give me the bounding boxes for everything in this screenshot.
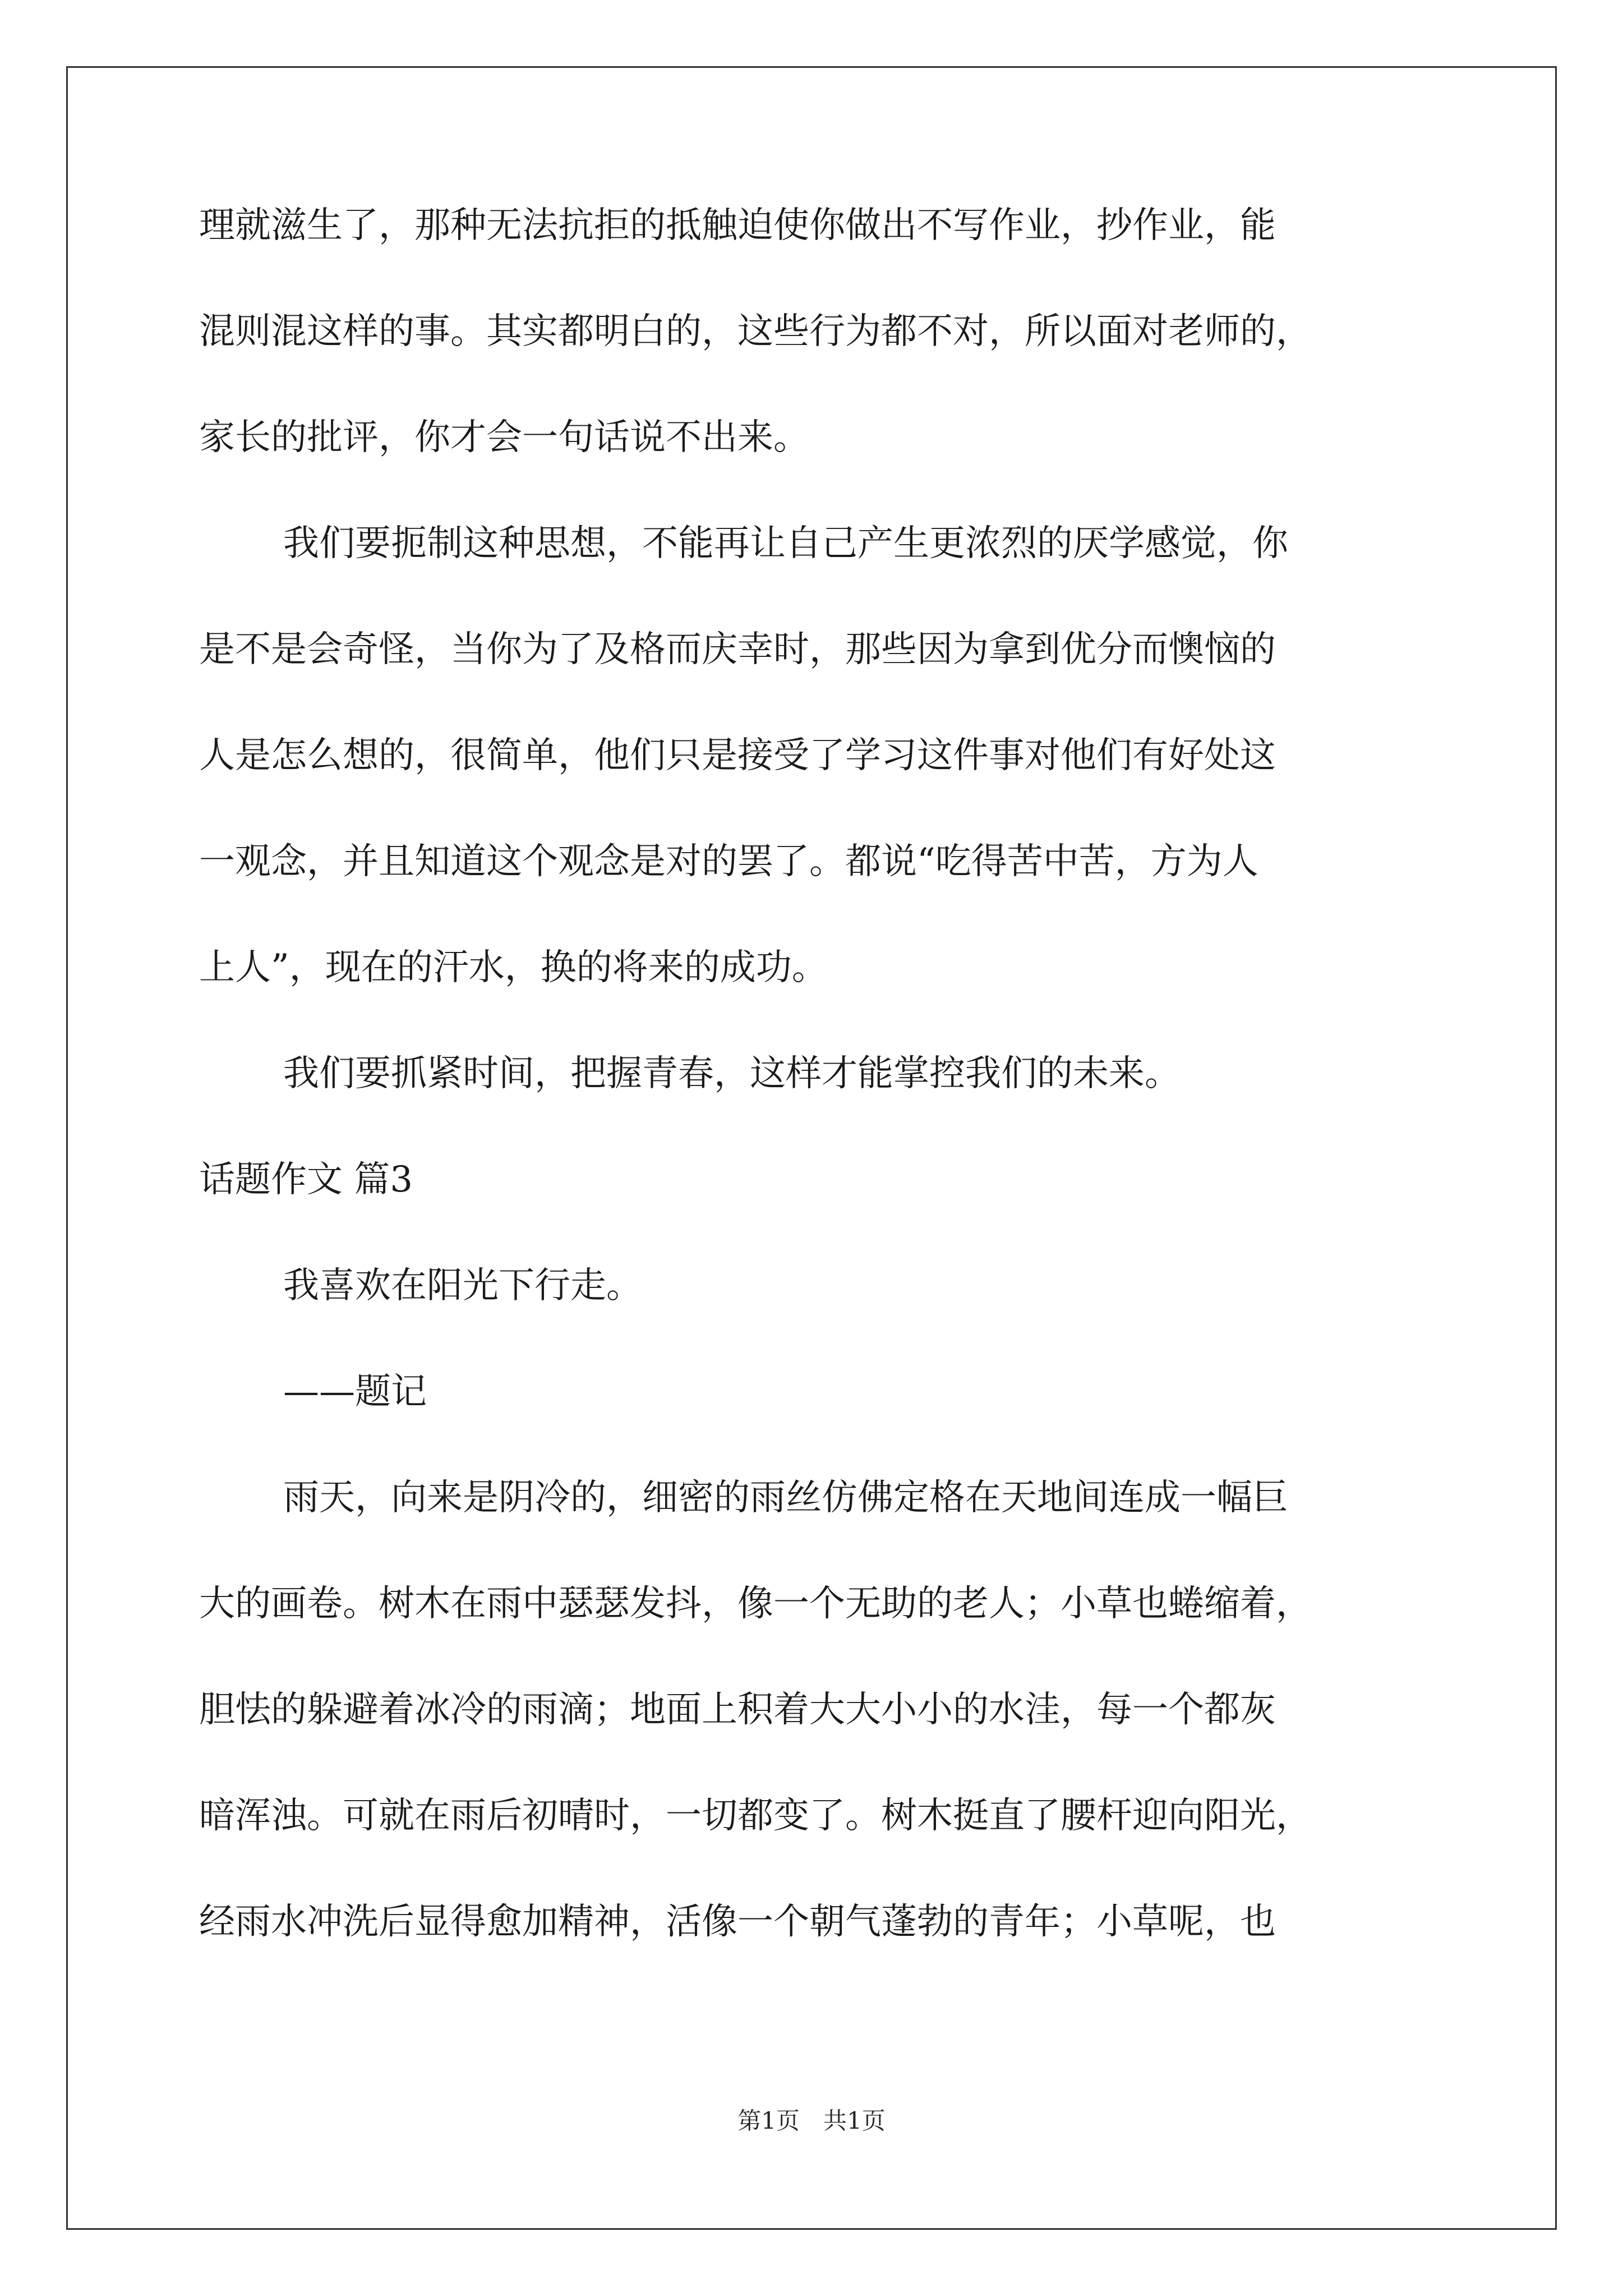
- text-line-13: 雨天，向来是阴冷的，细密的雨丝仿佛定格在天地间连成一幅巨: [283, 1477, 1288, 1519]
- document-body: [199, 205, 1427, 2010]
- text-line-9: 我们要抓紧时间，把握青春，这样才能掌控我们的未来。: [283, 1053, 1181, 1094]
- text-line-15: 胆怯的躲避着冰冷的雨滴；地面上积着大大小小的水洼，每一个都灰: [199, 1689, 1276, 1731]
- text-line-16: 暗浑浊。可就在雨后初晴时，一切都变了。树木挺直了腰杆迎向阳光，: [199, 1795, 1312, 1837]
- page-number-footer: 第1页 共1页: [737, 2107, 886, 2134]
- text-line-1: 理就滋生了，那种无法抗拒的抵触迫使你做出不写作业，抄作业，能: [199, 205, 1276, 246]
- text-line-17: 经雨水冲洗后显得愈加精神，活像一个朝气蓬勃的青年；小草呢，也: [199, 1901, 1276, 1943]
- text-line-5: 是不是会奇怪，当你为了及格而庆幸时，那些因为拿到优分而懊恼的: [199, 629, 1276, 670]
- text-line-3: 家长的批评，你才会一句话说不出来。: [199, 417, 809, 458]
- text-line-8: 上人”，现在的汗水，换的将来的成功。: [199, 947, 828, 988]
- text-line-14: 大的画卷。树木在雨中瑟瑟发抖，像一个无助的老人；小草也蜷缩着，: [199, 1583, 1312, 1625]
- text-line-4: 我们要扼制这种思想，不能再让自己产生更浓烈的厌学感觉，你: [283, 523, 1288, 564]
- text-line-7: 一观念，并且知道这个观念是对的罢了。都说“吃得苦中苦，方为人: [199, 841, 1258, 882]
- text-line-6: 人是怎么想的，很简单，他们只是接受了学习这件事对他们有好处这: [199, 735, 1276, 776]
- text-line-12: ——题记: [283, 1371, 427, 1412]
- text-line-2: 混则混这样的事。其实都明白的，这些行为都不对，所以面对老师的，: [199, 311, 1312, 352]
- text-line-11: 我喜欢在阳光下行走。: [283, 1265, 642, 1306]
- section-heading: 话题作文 篇3: [199, 1159, 413, 1200]
